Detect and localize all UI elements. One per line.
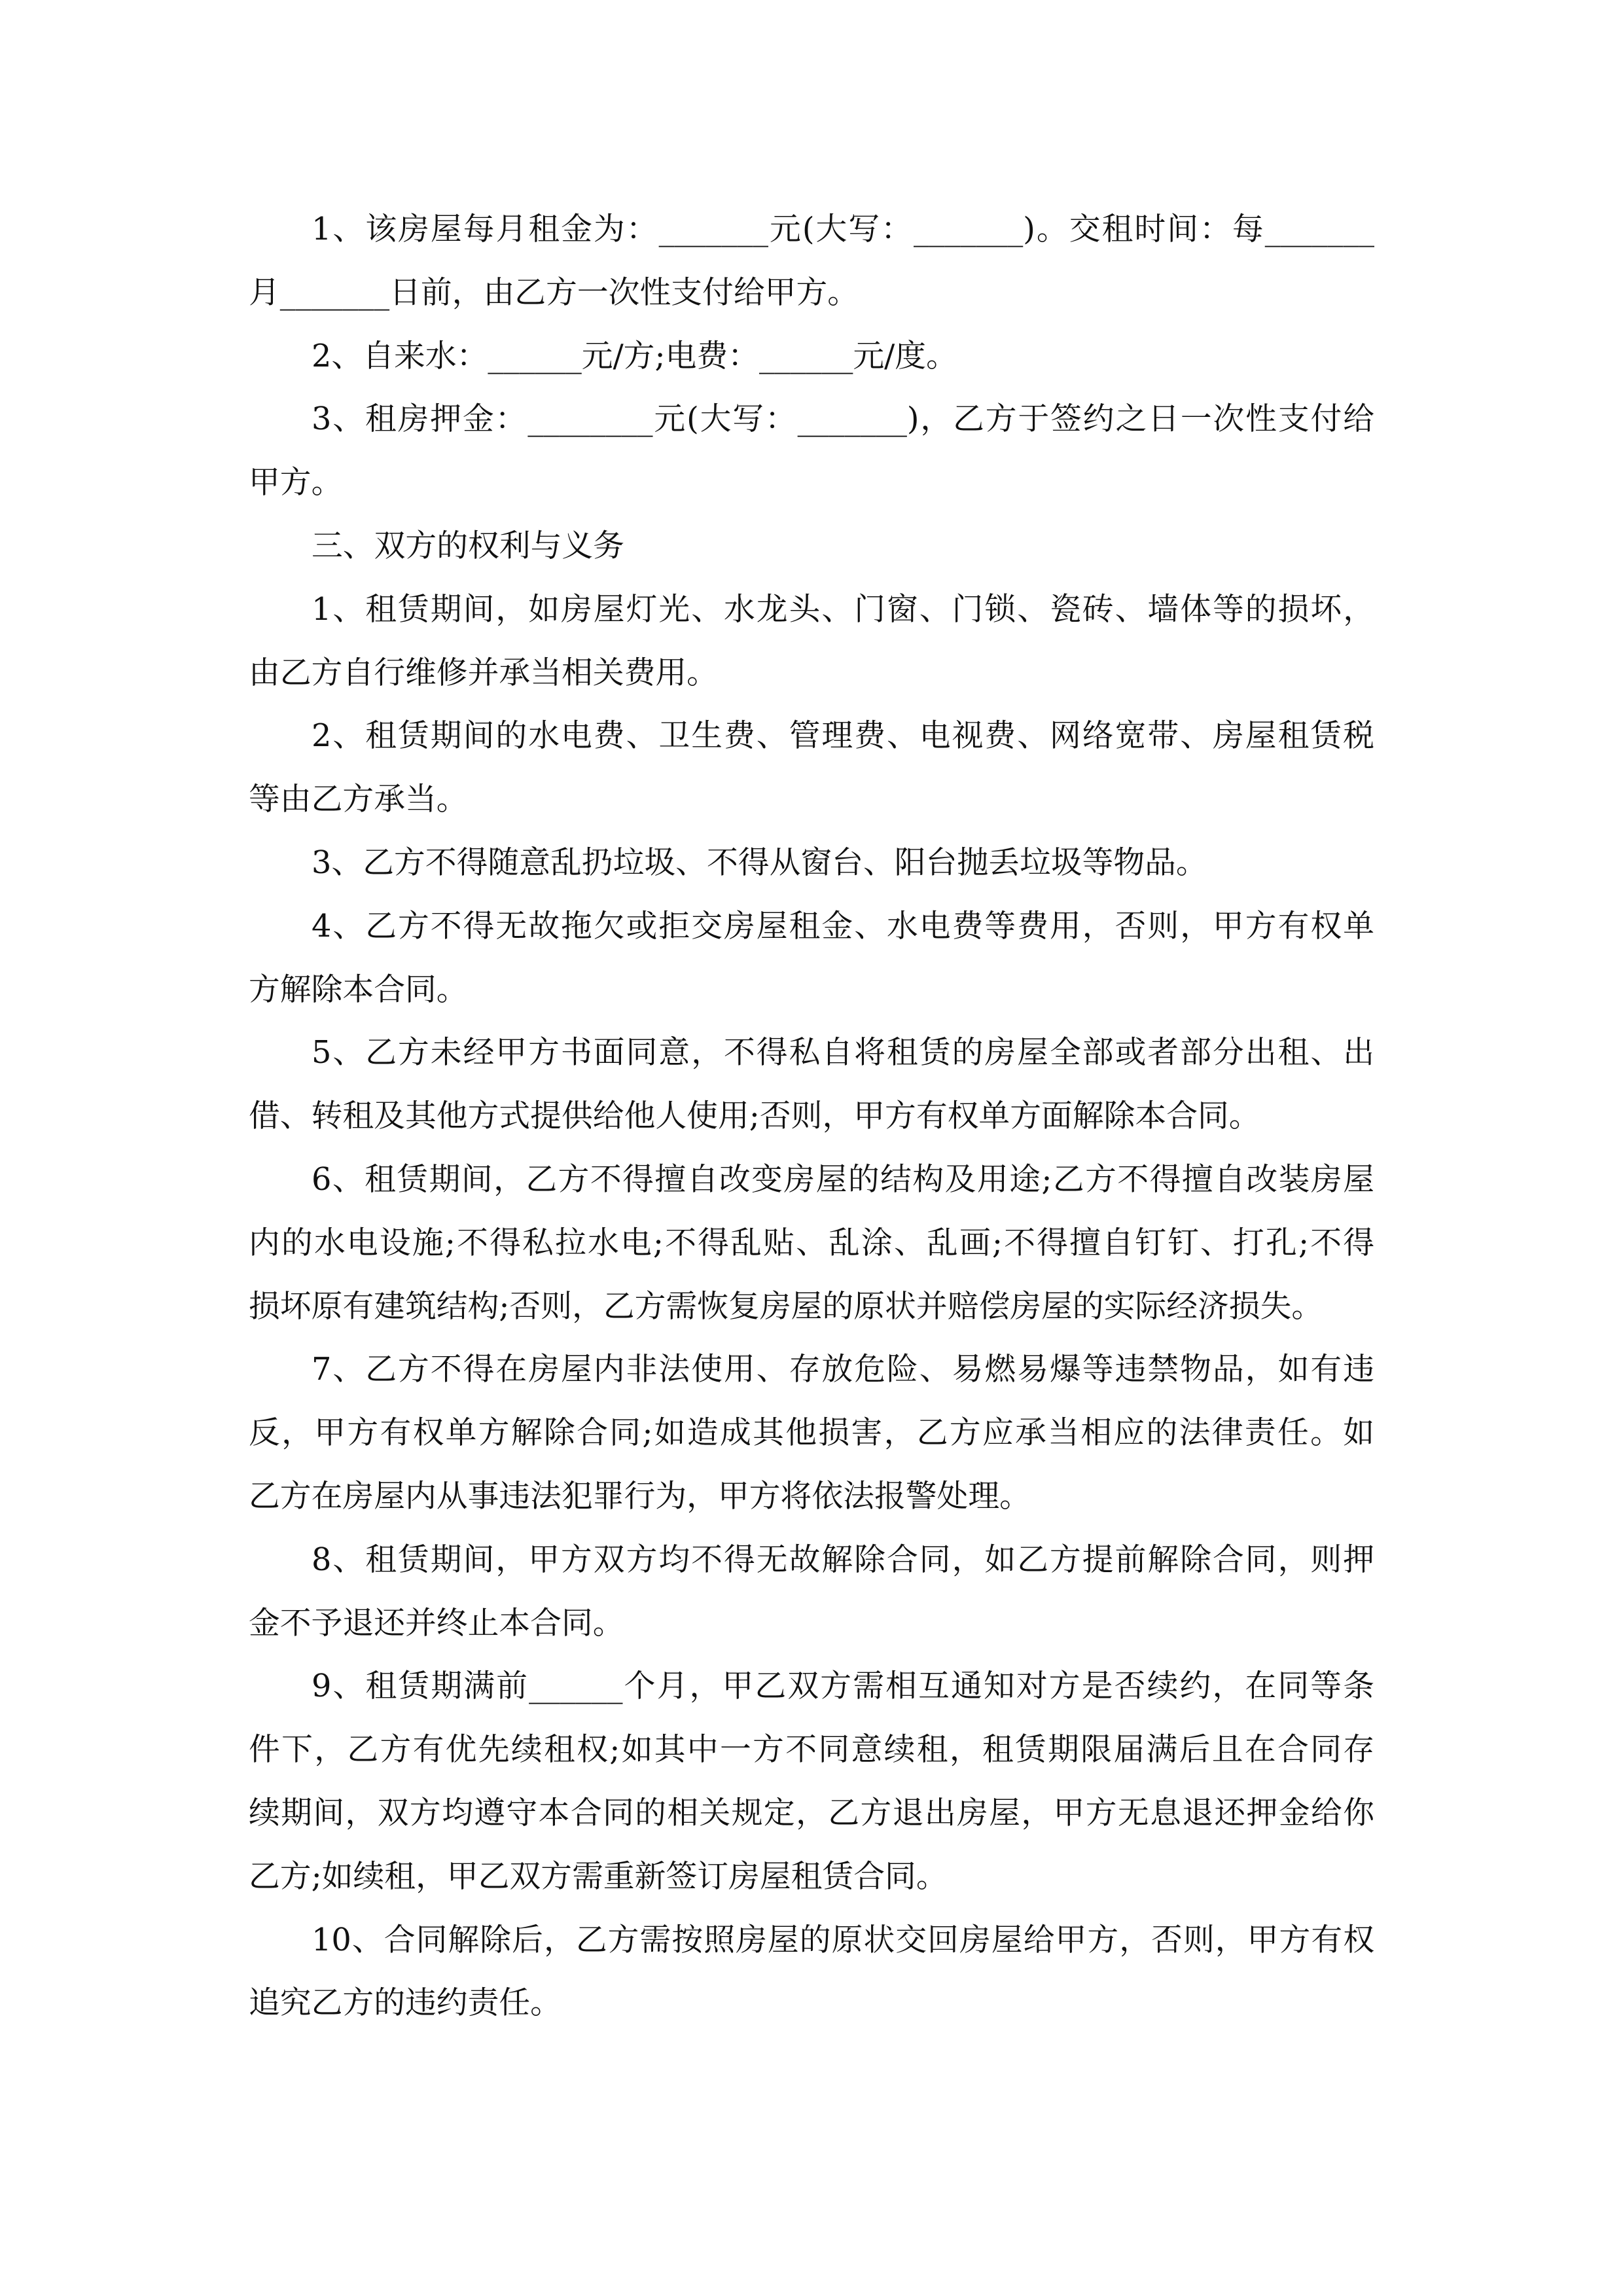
text-line: 由乙方自行维修并承当相关费用。 bbox=[249, 655, 718, 691]
text-line: 乙方在房屋内从事违法犯罪行为，甲方将依法报警处理。 bbox=[249, 1478, 1031, 1515]
text-line: 甲方。 bbox=[249, 465, 343, 501]
clause-paragraph bbox=[249, 1529, 1374, 1656]
text-line: 乙方;如续租，甲乙双方需重新签订房屋租赁合同。 bbox=[249, 1858, 948, 1895]
text-line: 2、租赁期间的水电费、卫生费、管理费、电视费、网络宽带、房屋租赁税 bbox=[312, 718, 1374, 755]
text-line: 1、租赁期间，如房屋灯光、水龙头、门窗、门锁、瓷砖、墙体等的损坏， bbox=[312, 591, 1374, 628]
section-heading bbox=[249, 515, 1374, 579]
text-line: 4、乙方不得无故拖欠或拒交房屋租金、水电费等费用，否则，甲方有权单 bbox=[312, 908, 1374, 944]
text-line: 三、双方的权利与义务 bbox=[312, 528, 624, 564]
text-line: 9、租赁期满前______个月，甲乙双方需相互通知对方是否续约，在同等条 bbox=[312, 1668, 1374, 1705]
clause-paragraph bbox=[249, 388, 1374, 515]
clause-paragraph bbox=[249, 1909, 1374, 2036]
text-line: 1、该房屋每月租金为：_______元(大写：_______)。交租时间：每_______ bbox=[312, 211, 1374, 247]
clause-paragraph bbox=[249, 1022, 1374, 1149]
text-line: 方解除本合同。 bbox=[249, 971, 468, 1008]
clause-paragraph bbox=[249, 1655, 1374, 1909]
clause-paragraph bbox=[249, 895, 1374, 1022]
clause-paragraph bbox=[249, 705, 1374, 832]
clause-paragraph bbox=[249, 1149, 1374, 1338]
clause-paragraph bbox=[249, 579, 1374, 706]
text-line: 7、乙方不得在房屋内非法使用、存放危险、易燃易爆等违禁物品，如有违 bbox=[312, 1352, 1374, 1388]
text-line: 内的水电设施;不得私拉水电;不得乱贴、乱涂、乱画;不得擅自钉钉、打孔;不得 bbox=[249, 1225, 1374, 1261]
text-line: 追究乙方的违约责任。 bbox=[249, 1985, 562, 2022]
text-line: 8、租赁期间，甲方双方均不得无故解除合同，如乙方提前解除合同，则押 bbox=[312, 1541, 1374, 1578]
text-line: 金不予退还并终止本合同。 bbox=[249, 1605, 624, 1641]
text-line: 3、租房押金：________元(大写：_______)，乙方于签约之日一次性支付给 bbox=[312, 401, 1374, 438]
text-line: 损坏原有建筑结构;否则，乙方需恢复房屋的原状并赔偿房屋的实际经济损失。 bbox=[249, 1288, 1323, 1325]
clause-paragraph bbox=[249, 198, 1374, 325]
text-line: 反，甲方有权单方解除合同;如造成其他损害，乙方应承当相应的法律责任。如 bbox=[249, 1415, 1374, 1452]
text-line: 月_______日前，由乙方一次性支付给甲方。 bbox=[249, 274, 859, 311]
text-line: 5、乙方未经甲方书面同意，不得私自将租赁的房屋全部或者部分出租、出 bbox=[312, 1035, 1374, 1071]
clause-paragraph bbox=[249, 325, 1374, 389]
clause-paragraph bbox=[249, 832, 1374, 895]
clause-paragraph bbox=[249, 1338, 1374, 1528]
document-body bbox=[249, 198, 1374, 2036]
text-line: 3、乙方不得随意乱扔垃圾、不得从窗台、阳台抛丢垃圾等物品。 bbox=[312, 844, 1207, 881]
text-line: 件下，乙方有优先续租权;如其中一方不同意续租，租赁期限届满后且在合同存 bbox=[249, 1732, 1374, 1768]
text-line: 2、自来水：______元/方;电费：______元/度。 bbox=[312, 338, 957, 374]
text-line: 10、合同解除后，乙方需按照房屋的原状交回房屋给甲方，否则，甲方有权 bbox=[312, 1922, 1374, 1958]
text-line: 借、转租及其他方式提供给他人使用;否则，甲方有权单方面解除本合同。 bbox=[249, 1098, 1260, 1135]
text-line: 续期间，双方均遵守本合同的相关规定，乙方退出房屋，甲方无息退还押金给你 bbox=[249, 1795, 1374, 1831]
text-line: 等由乙方承当。 bbox=[249, 781, 468, 818]
text-line: 6、租赁期间，乙方不得擅自改变房屋的结构及用途;乙方不得擅自改装房屋 bbox=[312, 1161, 1374, 1198]
